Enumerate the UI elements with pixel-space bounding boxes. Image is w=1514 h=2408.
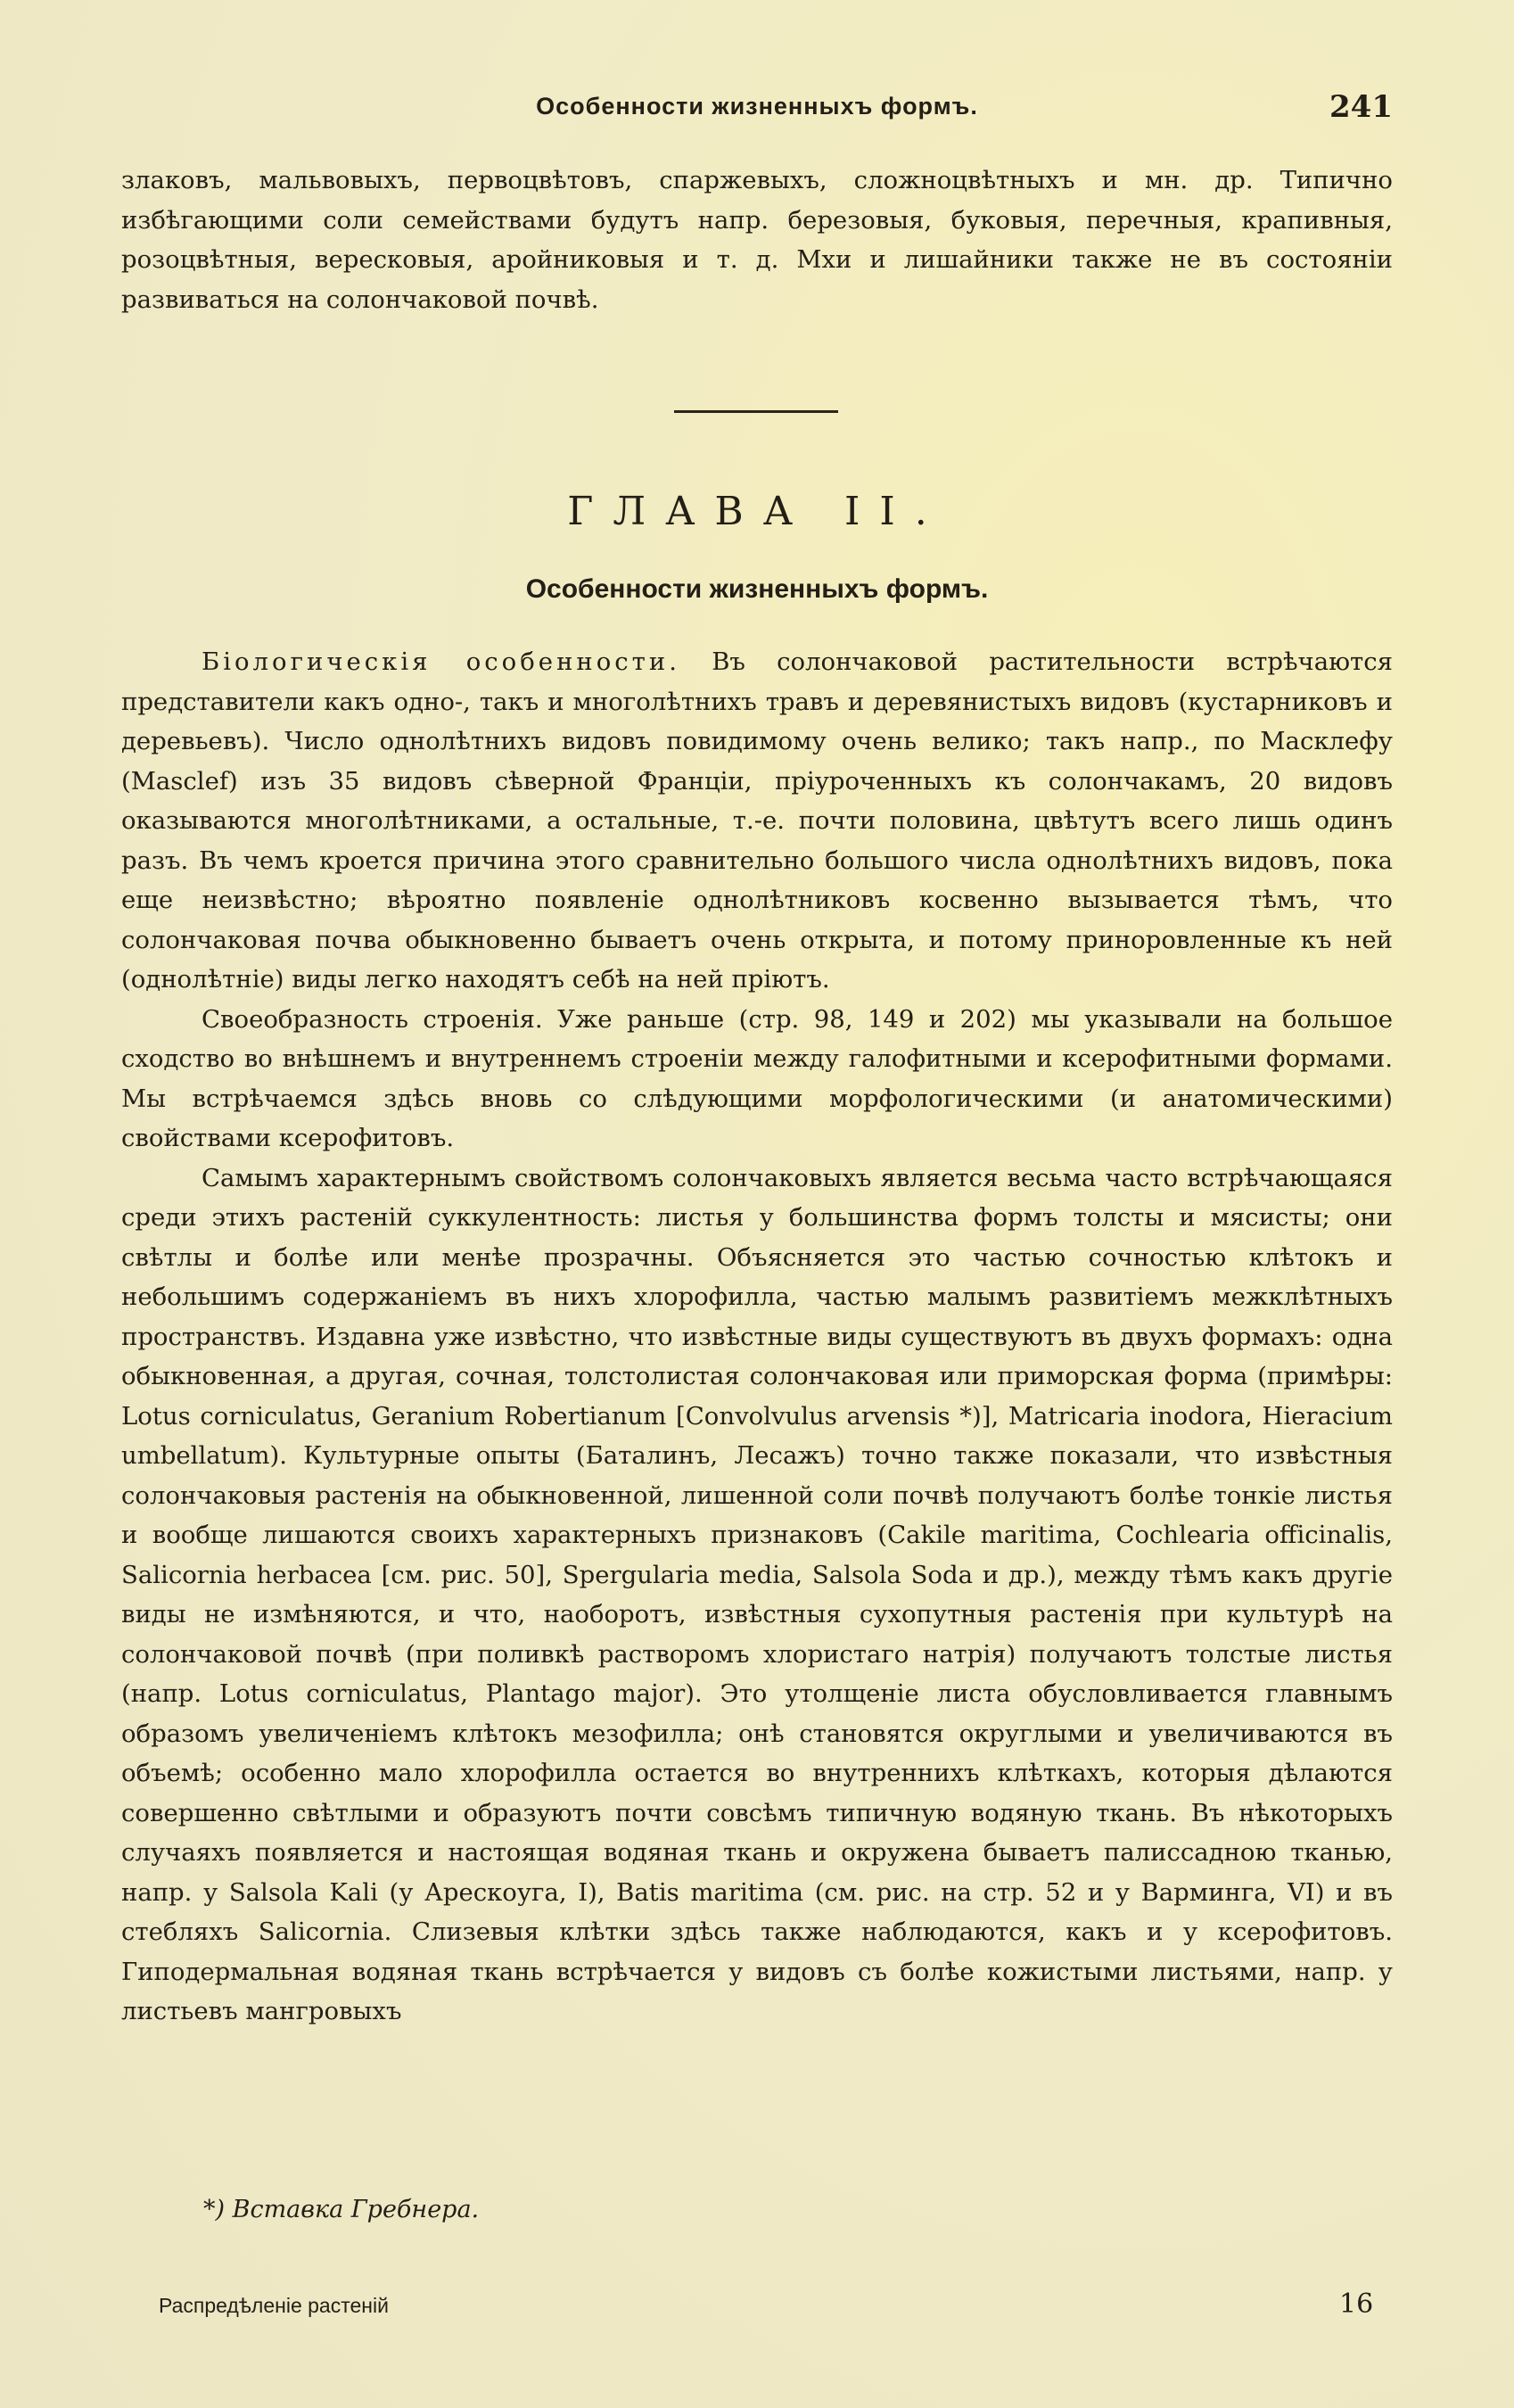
paragraph-structure (121, 1000, 1393, 1159)
paragraph-lead: Біологическія особенности. (202, 647, 680, 676)
chapter-title: ГЛАВА II. (567, 489, 947, 534)
paragraph-body: Уже раньше (стр. 98, 149 и 202) мы указывали на большое сходство во внѣшнемъ и внутреннемъ строеніи между галофитными и ксерофитными формами. Мы встрѣчаемся здѣсь вновь со слѣдующими морфологическими (и анатомическими) свойствами ксерофитовъ. (121, 1004, 1393, 1152)
running-head (121, 89, 1393, 132)
intro-paragraph: злаковъ, мальвовыхъ, первоцвѣтовъ, спаржевыхъ, сложноцвѣтныхъ и мн. др. Типично избѣгающими соли семействами будутъ напр. березовыя, буковыя, перечныя, крапивныя, розоцвѣтныя, вересковыя, аройниковыя и т. д. Мхи и лишайники также не въ состояніи развиваться на солончаковой почвѣ. (121, 166, 1393, 314)
footnote: *) Вставка Гребнера. (203, 2196, 480, 2223)
chapter-subtitle: Особенности жизненныхъ формъ. (525, 574, 989, 604)
sheet-number: 16 (1339, 2288, 1374, 2320)
intro-block (121, 161, 1393, 319)
paragraph-lead: Своеобразность строенія. (202, 1004, 543, 1034)
paragraph-biological (121, 642, 1393, 1000)
signature-mark: Распредѣленіе растеній (159, 2294, 389, 2317)
paragraph-body: Въ солончаковой растительности встрѣчаются представители какъ одно-, такъ и многолѣтнихъ травъ и деревянистыхъ видовъ (кустарниковъ и деревьевъ). Число однолѣтнихъ видовъ повидимому очень велико; такъ напр., по Масклефу (Masclef) изъ 35 видовъ сѣверной Франціи, пріуроченныхъ къ солончакамъ, 20 видовъ оказываются многолѣтниками, а остальные, т.-е. почти половина, цвѣтутъ всего лишь одинъ разъ. Въ чемъ кроется причина этого сравнительно большого числа однолѣтнихъ видовъ, пока еще неизвѣстно; вѣроятно появленіе однолѣтниковъ косвенно вызывается тѣмъ, что солончаковая почва обыкновенно бываетъ очень открыта, и потому приноровленные къ ней (однолѣтніе) виды легко находятъ себѣ на ней пріютъ. (121, 647, 1394, 994)
paragraph-succulence (121, 1159, 1393, 2032)
page-number: 241 (1329, 89, 1393, 125)
paragraph-body: Самымъ характернымъ свойствомъ солончаковыхъ является весьма часто встрѣчающаяся среди этихъ растеній суккулентность: листья у большинства формъ толсты и мясисты; они свѣтлы и болѣе или менѣе прозрачны. Объясняется это частью сочностью клѣтокъ и небольшимъ содержаніемъ въ нихъ хлорофилла, частью малымъ развитіемъ межклѣтныхъ пространствъ. Издавна уже извѣстно, что извѣстные виды существуютъ въ двухъ формахъ: одна обыкновенная, а другая, сочная, толстолистая солончаковая или приморская форма (примѣры: Lotus corniculatus, Geranium Robertianum [Convolvulus arvensis *)], Matricaria inodora, Hieracium umbellatum). Культурные опыты (Баталинъ, Лесажъ) точно также показали, что извѣстныя солончаковыя растенія на обыкновенной, лишенной соли почвѣ получаютъ болѣе тонкіе листья и вообще лишаются своихъ характерныхъ признаковъ (Cakile maritima, Cochlearia officinalis, Salicornia herbacea [см. рис. 50], Spergularia media, Salsola Soda и др.), между тѣмъ какъ другіе виды не измѣняются, и что, наоборотъ, извѣстныя сухопутныя растенія при культурѣ на солончаковой почвѣ (при поливкѣ растворомъ хлористаго натрія) получаютъ толстые листья (напр. Lotus corniculatus, Plantago major). Это утолщеніе листа обусловливается главнымъ образомъ увеличеніемъ клѣтокъ мезофилла; онѣ становятся округлыми и увеличиваются въ объемѣ; особенно мало хлорофилла остается во внутреннихъ клѣткахъ, которыя дѣлаются совершенно свѣтлыми и образуютъ почти совсѣмъ типичную водяную ткань. Въ нѣкоторыхъ случаяхъ появляется и настоящая водяная ткань и окружена бываетъ палиссадною тканью, напр. у Salsola Kali (у Арескоуга, I), Batis maritima (см. рис. на стр. 52 и у Варминга, VI) и въ стебляхъ Salicornia. Слизевыя клѣтки здѣсь также наблюдаются, какъ и у ксерофитовъ. Гиподермальная водяная ткань встрѣчается у видовъ съ болѣе кожистыми листьями, напр. у листьевъ мангровыхъ (121, 1163, 1393, 2025)
main-text (121, 642, 1393, 2032)
running-title: Особенности жизненныхъ формъ. (536, 93, 978, 120)
section-divider (674, 410, 838, 413)
